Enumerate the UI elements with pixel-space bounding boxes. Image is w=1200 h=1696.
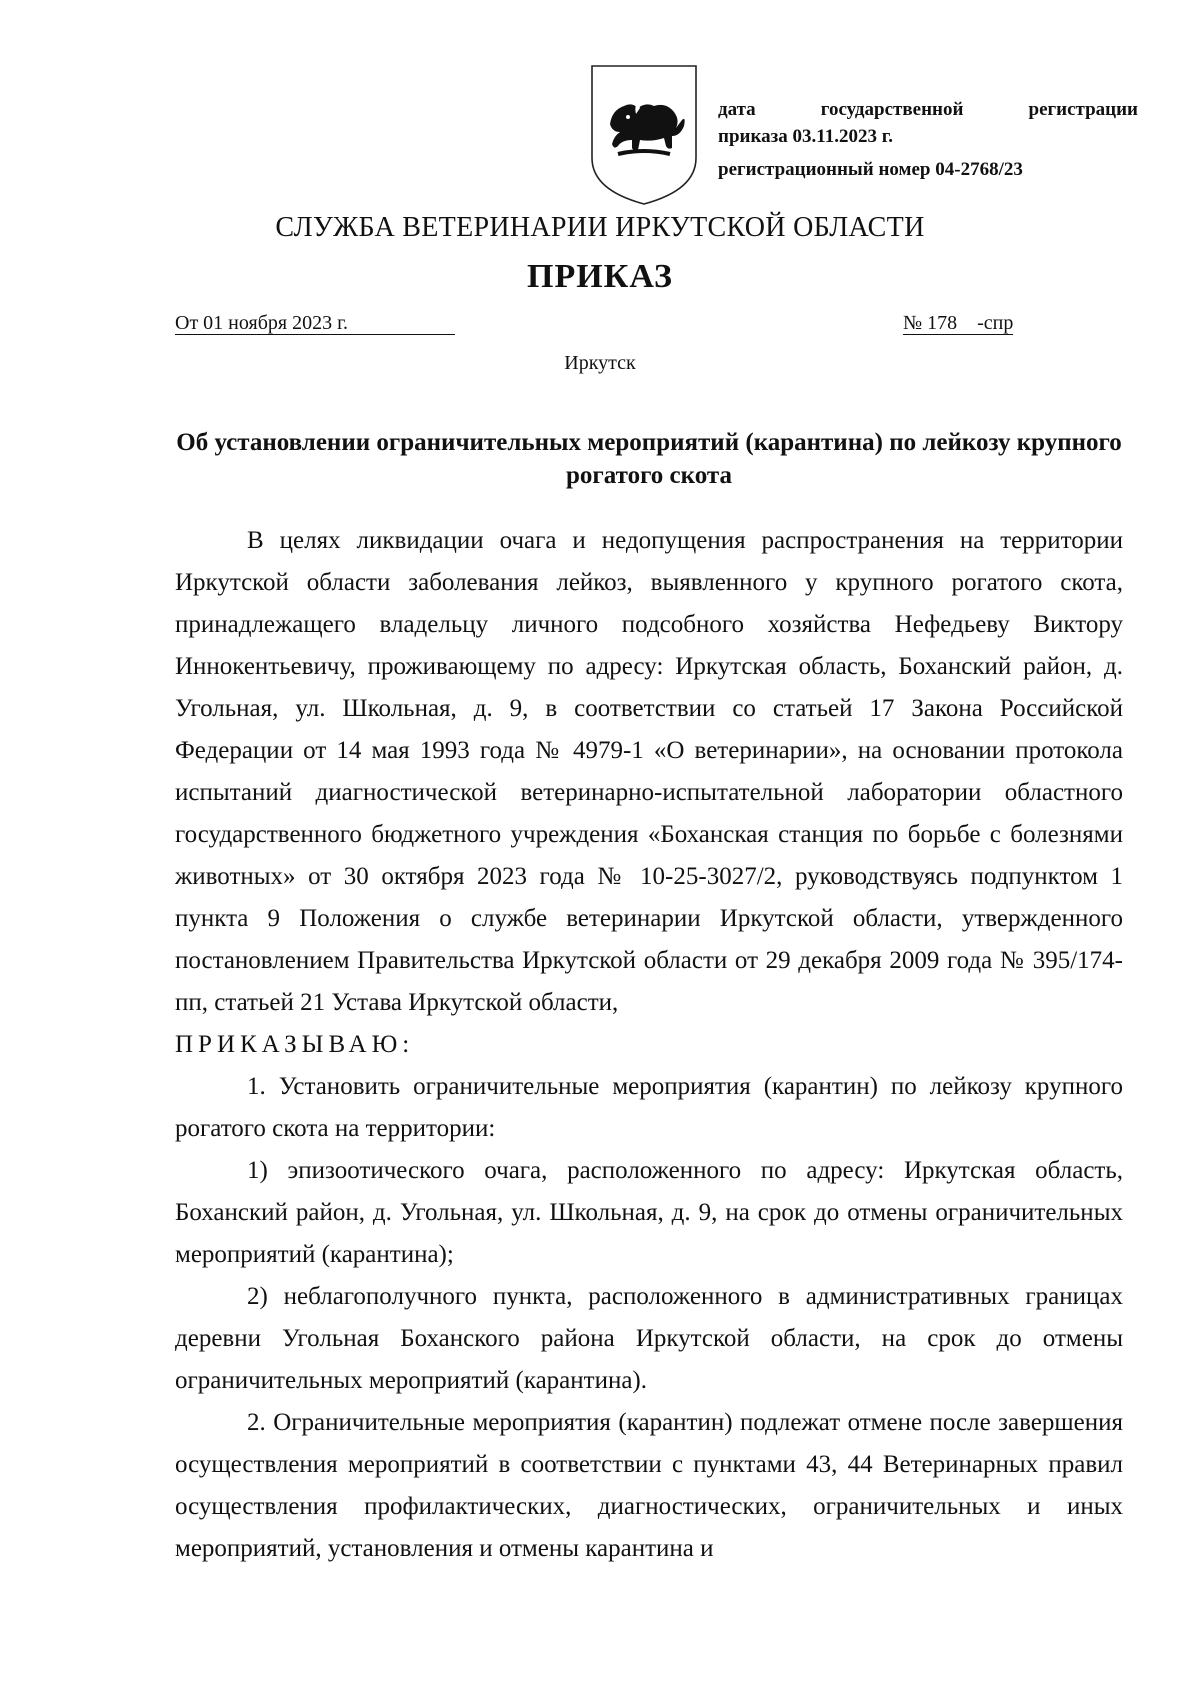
- order-body: [175, 520, 1123, 1570]
- order-title: Об установлении ограничительных мероприятий (карантина) по лейкозу крупного рогатого скота: [176, 429, 1122, 489]
- registration-number: регистрационный номер 04-2768/23: [718, 159, 1023, 180]
- document-type: ПРИКАЗ: [527, 258, 673, 295]
- clause-1-sub-2: 2) неблагополучного пункта, расположенного в административных границах деревни Угольная Боханского района Иркутской области, на срок до отмены ограничительных мероприятий (карантина).: [175, 1283, 1123, 1394]
- clause-2: 2. Ограничительные мероприятия (карантин) подлежат отмене после завершения осуществления мероприятий в соответствии с пунктами 43, 44 Ветеринарных правил осуществления профилактических, диагностических, ограничительных и иных мероприятий, установления и отмены карантина и: [175, 1409, 1123, 1562]
- order-word: ПРИКАЗЫВАЮ:: [175, 1031, 415, 1058]
- clause-1-sub-1: 1) эпизоотического очага, расположенного по адресу: Иркутская область, Боханский район, д. Угольная, ул. Школьная, д. 9, на срок до отмены ограничительных мероприятий (карантина);: [175, 1157, 1123, 1268]
- order-number: № 178 -спр: [903, 312, 1014, 334]
- registration-line-1: дата государственной регистрации: [718, 99, 1138, 120]
- coat-of-arms-emblem: [588, 62, 700, 208]
- clause-1: 1. Установить ограничительные мероприятия (карантин) по лейкозу крупного рогатого скота на территории:: [175, 1073, 1123, 1142]
- order-date: От 01 ноября 2023 г.: [175, 312, 455, 335]
- agency-name: СЛУЖБА ВЕТЕРИНАРИИ ИРКУТСКОЙ ОБЛАСТИ: [275, 212, 925, 243]
- order-city: Иркутск: [564, 352, 636, 374]
- registration-block: [718, 96, 1138, 183]
- registration-line-2: приказа 03.11.2023 г.: [718, 126, 893, 147]
- preamble-paragraph: В целях ликвидации очага и недопущения распространения на территории Иркутской области заболевания лейкоз, выявленного у крупного рогатого скота, принадлежащего владельцу личного подсобного хозяйства Нефедьеву Виктору Иннокентьевичу, проживающему по адресу: Иркутская область, Боханский район, д. Угольная, ул. Школьная, д. 9, в соответствии со статьей 17 Закона Российской Федерации от 14 мая 1993 года № 4979-1 «О ветеринарии», на основании протокола испытаний диагностической ветеринарно-испытательной лаборатории областного государственного бюджетного учреждения «Боханская станция по борьбе с болезнями животных» от 30 октября 2023 года № 10-25-3027/2, руководствуясь подпунктом 1 пункта 9 Положения о службе ветеринарии Иркутской области, утвержденного постановлением Правительства Иркутской области от 29 декабря 2009 года № 395/174-пп, статьей 21 Устава Иркутской области,: [175, 527, 1123, 1016]
